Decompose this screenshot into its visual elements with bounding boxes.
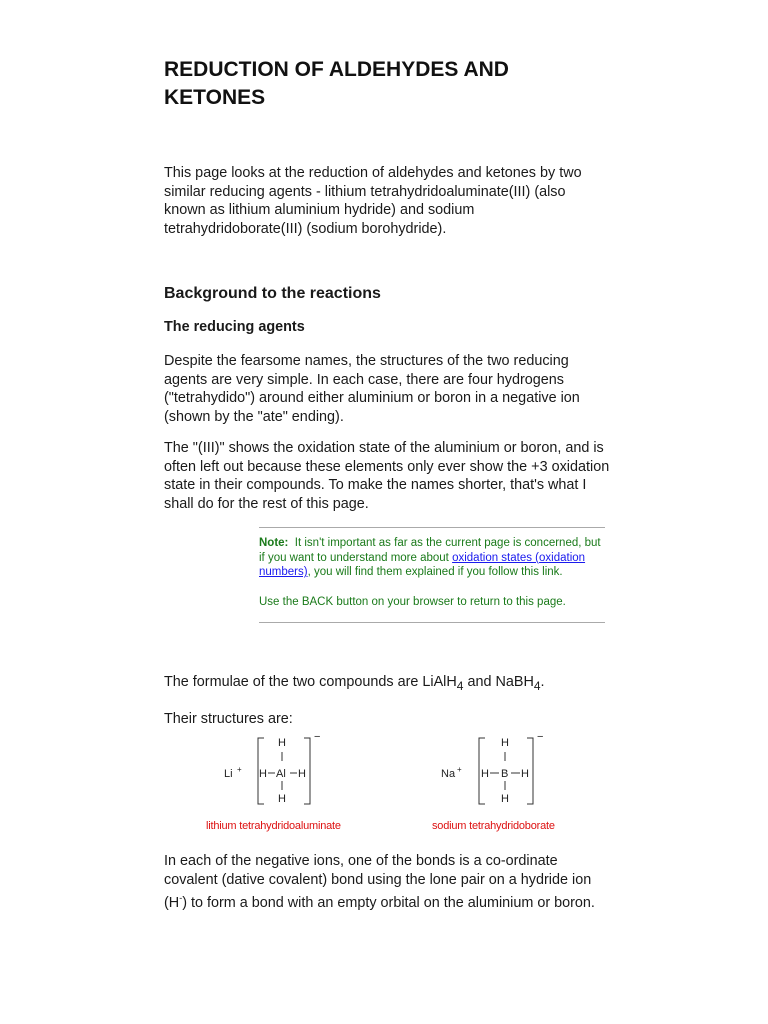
formulae-suffix: . xyxy=(540,674,545,691)
formulae-middle: and NaBH xyxy=(463,674,534,691)
article xyxy=(164,56,610,913)
note-box xyxy=(259,527,605,623)
hydrogen-top: H xyxy=(278,737,286,750)
section-heading: Background to the reactions xyxy=(164,285,381,302)
note-label: Note: xyxy=(259,537,289,549)
cation-symbol: Li xyxy=(224,768,233,781)
note-text-before: It isn't important as far as the current page is concerned, but if you want to understand more about xyxy=(259,537,601,564)
page-title: REDUCTION OF ALDEHYDES AND KETONES xyxy=(164,58,509,109)
formulae-paragraph xyxy=(164,673,610,695)
anion-charge: − xyxy=(314,731,321,744)
formulae-sub-2: 4 xyxy=(533,679,541,694)
note-text-after: , you will find them explained if you follow this link. xyxy=(307,566,563,579)
structures-intro: Their structures are: xyxy=(164,710,293,727)
hydrogen-left: H xyxy=(481,768,489,781)
subheading: The reducing agents xyxy=(164,319,305,335)
center-atom: Al xyxy=(276,768,286,781)
structures-diagram xyxy=(164,732,610,852)
agents-paragraph: Despite the fearsome names, the structures of the two reducing agents are very simple. In each case, there are four hydrogens ("tetrahydido") around either aluminium or boron in a negative ion (shown by the "ate" ending). xyxy=(164,353,580,425)
hydrogen-top: H xyxy=(501,737,509,750)
caption-sodium: sodium tetrahydridoborate xyxy=(432,820,555,833)
center-atom: B xyxy=(501,768,509,781)
caption-lithium: lithium tetrahydridoaluminate xyxy=(206,820,341,833)
sodium-borate-structure xyxy=(441,732,551,812)
final-after: ) to form a bond with an empty orbital on the aluminium or boron. xyxy=(182,895,595,912)
formulae-sub-1: 4 xyxy=(456,679,464,694)
hydrogen-bottom: H xyxy=(278,793,286,806)
oxidation-states-link[interactable]: oxidation states (oxidation numbers) xyxy=(259,551,586,579)
oxidation-paragraph: The "(III)" shows the oxidation state of the aluminium or boron, and is often left out because these elements only ever show the +3 oxidation state in their compounds. To make the names shorter, that's what I shall do for the rest of this page. xyxy=(164,440,610,512)
cation-symbol: Na xyxy=(441,768,456,781)
final-paragraph xyxy=(164,852,610,912)
hydrogen-right: H xyxy=(298,768,306,781)
cation-charge: + xyxy=(457,765,462,775)
note-text xyxy=(259,536,605,580)
intro-paragraph: This page looks at the reduction of aldehydes and ketones by two similar reducing agents - lithium tetrahydridoaluminate(III) (also known as lithium aluminium hydride) and sodium tetrahydridoborate(III) (sodium borohydride). xyxy=(164,165,582,237)
final-sup: - xyxy=(179,893,183,904)
anion-charge: − xyxy=(537,731,544,744)
cation-charge: + xyxy=(237,765,242,775)
hydrogen-right: H xyxy=(521,768,529,781)
hydrogen-left: H xyxy=(259,768,267,781)
final-before: In each of the negative ions, one of the bonds is a co-ordinate covalent (dative covalent) bond using the lone pair on a hydride ion (H xyxy=(164,853,592,912)
hydrogen-bottom: H xyxy=(501,793,509,806)
note-back-text: Use the BACK button on your browser to return to this page. xyxy=(259,595,566,608)
formulae-prefix: The formulae of the two compounds are LiAlH xyxy=(164,674,457,691)
lithium-aluminate-structure xyxy=(222,732,332,812)
